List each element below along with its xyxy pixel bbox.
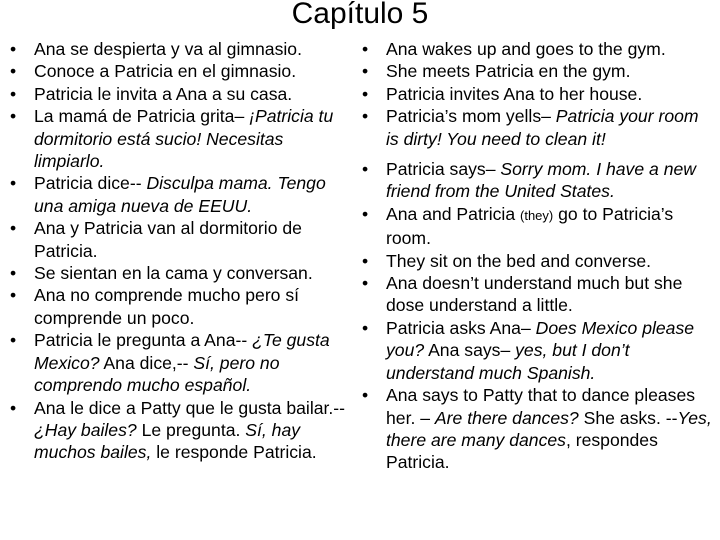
spanish-item-9: • Patricia le pregunta a Ana-- ¿Te gusta Mexico? Ana dice,-- Sí, pero no comprendo mucho español. [10, 330, 330, 396]
bullet-icon: • [10, 173, 17, 194]
english-item-2: • She meets Patricia en the gym. [362, 61, 631, 82]
spanish-item-3: • Patricia le invita a Ana a su casa. [10, 83, 293, 104]
bullet-icon: • [362, 39, 369, 59]
english-item-4: • Patricia’s mom yells– Patricia your room is dirty! You need to clean it! [362, 106, 699, 149]
spanish-item-7: • Se sientan en la cama y conversan. [10, 263, 313, 284]
slide-title: Capítulo 5 [291, 0, 429, 30]
bullet-icon: • [10, 263, 17, 284]
english-item-7: • They sit on the bed and converse. [362, 250, 652, 271]
bullet-icon: • [362, 250, 369, 271]
bullet-icon: • [10, 285, 17, 306]
english-item-5: • Patricia says– Sorry mom. I have a new friend from the United States. [362, 159, 696, 202]
english-item-3: • Patricia invites Ana to her house. [362, 83, 643, 104]
spanish-item-2: • Conoce a Patricia en el gimnasio. [10, 61, 297, 82]
bullet-icon: • [362, 317, 369, 338]
bullet-icon: • [362, 61, 369, 82]
bullet-icon: • [362, 83, 369, 104]
bullet-icon: • [10, 39, 17, 59]
spanish-item-1: • Ana se despierta y va al gimnasio. [10, 39, 302, 59]
spanish-item-10: • Ana le dice a Patty que le gusta bailar.-- ¿Hay bailes? Le pregunta. Sí, hay muchos bailes, le responde Patricia. [10, 397, 346, 463]
bullet-icon: • [362, 385, 369, 406]
bullet-icon: • [10, 83, 17, 104]
bullet-icon: • [362, 106, 369, 127]
english-item-6: • Ana and Patricia (they) go to Patricia’s room. [362, 203, 674, 249]
spanish-item-8: • Ana no comprende mucho pero sí comprende un poco. [10, 285, 300, 328]
english-column [362, 38, 714, 474]
english-item-10: • Ana says to Patty that to dance pleases her. – Are there dances? She asks. --Yes, there are many dances, respondes Patricia. [362, 385, 712, 473]
bullet-icon: • [10, 61, 17, 82]
bullet-icon: • [10, 397, 17, 418]
english-item-1: • Ana wakes up and goes to the gym. [362, 39, 666, 59]
english-item-8: • Ana doesn’t understand much but she dose understand a little. [362, 273, 683, 316]
bullet-icon: • [10, 330, 17, 351]
bullet-icon: • [10, 106, 17, 127]
spanish-item-6: • Ana y Patricia van al dormitorio de Patricia. [10, 218, 302, 261]
spanish-item-4: • La mamá de Patricia grita– ¡Patricia tu dormitorio está sucio! Necesitas limpiarlo. [10, 106, 334, 172]
spanish-column [10, 38, 358, 464]
bullet-icon: • [362, 203, 369, 224]
bullet-icon: • [10, 218, 17, 239]
bullet-icon: • [362, 273, 369, 294]
bullet-icon: • [362, 159, 369, 180]
english-item-9: • Patricia asks Ana– Does Mexico please you? Ana says– yes, but I don’t understand much Spanish. [362, 317, 695, 383]
spanish-item-5: • Patricia dice-- Disculpa mama. Tengo una amiga nueva de EEUU. [10, 173, 326, 216]
